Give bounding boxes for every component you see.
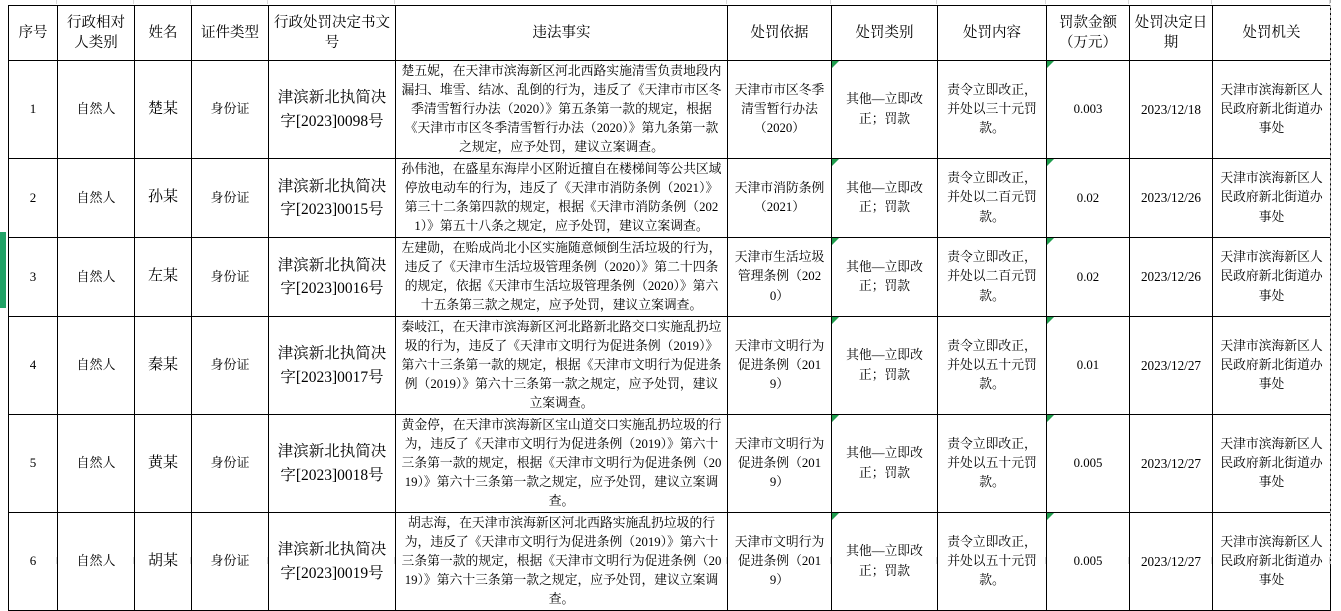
gridline-segment (831, 557, 937, 564)
cell-id_type[interactable]: 身份证 (192, 317, 269, 415)
cell-doc_no[interactable]: 津滨新北执简决字[2023]0017号 (269, 317, 396, 415)
cell-decision_date[interactable]: 2023/12/27 (1130, 415, 1213, 513)
header-row (9, 6, 1331, 61)
cell-category[interactable]: 自然人 (58, 238, 135, 317)
grid-sliver-bottom (8, 557, 1330, 564)
gridline-segment (1129, 0, 1212, 4)
col-header-facts[interactable]: 违法事实 (396, 6, 728, 61)
cell-facts[interactable]: 胡志海，在天津市滨海新区河北西路实施乱扔垃圾的行为，违反了《天津市文明行为促进条例（2019）》第六十三条第一款的规定，根据《天津市文明行为促进条例（2019）》第六十三条第一款之规定，应予处罚，建议立案调查。 (396, 513, 728, 611)
cell-penalty_type[interactable]: 其他—立即改正；罚款 (832, 415, 938, 513)
cell-authority[interactable]: 天津市滨海新区人民政府新北街道办事处 (1213, 61, 1331, 159)
cell-penalty_content[interactable]: 责令立即改正，并处以五十元罚款。 (938, 513, 1047, 611)
cell-facts[interactable]: 左建勋，在贻成尚北小区实施随意倾倒生活垃圾的行为，违反了《天津市生活垃圾管理条例（2020）》第二十四条的规定，依据《天津市生活垃圾管理条例（2020）》第六十五条第三款之规定，应予处罚，建议立案调查。 (396, 238, 728, 317)
cell-basis[interactable]: 天津市生活垃圾管理条例（2020） (728, 238, 832, 317)
cell-penalty_type[interactable]: 其他—立即改正；罚款 (832, 317, 938, 415)
col-header-penalty-content[interactable]: 处罚内容 (938, 6, 1047, 61)
cell-doc_no[interactable]: 津滨新北执简决字[2023]0015号 (269, 159, 396, 238)
gridline-segment (1212, 0, 1330, 4)
col-header-penalty-type[interactable]: 处罚类别 (832, 6, 938, 61)
cell-name[interactable]: 孙某 (135, 159, 192, 238)
col-header-seq[interactable]: 序号 (9, 6, 58, 61)
gridline-segment (268, 557, 395, 564)
cell-seq[interactable]: 2 (9, 159, 58, 238)
cell-seq[interactable]: 4 (9, 317, 58, 415)
cell-fine_amount[interactable]: 0.003 (1047, 61, 1130, 159)
cell-name[interactable]: 秦某 (135, 317, 192, 415)
cell-decision_date[interactable]: 2023/12/26 (1130, 238, 1213, 317)
col-header-decision-date[interactable]: 处罚决定日期 (1130, 6, 1213, 61)
cell-penalty_type[interactable]: 其他—立即改正；罚款 (832, 61, 938, 159)
cell-authority[interactable]: 天津市滨海新区人民政府新北街道办事处 (1213, 238, 1331, 317)
cell-fine_amount[interactable]: 0.01 (1047, 317, 1130, 415)
table-row (9, 317, 1331, 415)
grid-sliver-top (8, 0, 1330, 4)
cell-decision_date[interactable]: 2023/12/26 (1130, 159, 1213, 238)
cell-basis[interactable]: 天津市文明行为促进条例（2019） (728, 415, 832, 513)
col-header-doc-no[interactable]: 行政处罚决定书文号 (269, 6, 396, 61)
gridline-segment (727, 557, 831, 564)
table-row (9, 238, 1331, 317)
cell-fine_amount[interactable]: 0.02 (1047, 238, 1130, 317)
gridline-segment (831, 0, 937, 4)
cell-name[interactable]: 胡某 (135, 513, 192, 611)
page-break-dashed-line (1330, 0, 1331, 564)
cell-category[interactable]: 自然人 (58, 159, 135, 238)
table-row (9, 415, 1331, 513)
gridline-segment (134, 0, 191, 4)
cell-doc_no[interactable]: 津滨新北执简决字[2023]0019号 (269, 513, 396, 611)
gridline-segment (8, 0, 57, 4)
penalty-table (8, 5, 1331, 611)
gridline-segment (395, 0, 727, 4)
gridline-segment (191, 0, 268, 4)
cell-penalty_content[interactable]: 责令立即改正，并处以三十元罚款。 (938, 61, 1047, 159)
cell-facts[interactable]: 秦岐江，在天津市滨海新区河北路新北路交口实施乱扔垃圾的行为，违反了《天津市文明行为促进条例（2019）》第六十三条第一款的规定，根据《天津市文明行为促进条例（2019）》第六十三条第一款之规定，应予处罚，建议立案调查。 (396, 317, 728, 415)
cell-name[interactable]: 楚某 (135, 61, 192, 159)
cell-decision_date[interactable]: 2023/12/27 (1130, 513, 1213, 611)
cell-category[interactable]: 自然人 (58, 61, 135, 159)
cell-doc_no[interactable]: 津滨新北执简决字[2023]0018号 (269, 415, 396, 513)
gridline-segment (1046, 557, 1129, 564)
cell-seq[interactable]: 5 (9, 415, 58, 513)
gridline-segment (727, 0, 831, 4)
gridline-segment (1046, 0, 1129, 4)
cell-facts[interactable]: 楚五妮，在天津市滨海新区河北西路实施清雪负责地段内漏扫、堆雪、结冰、乱倒的行为，违反了《天津市市区冬季清雪暂行办法（2020）》第五条第一款的规定，根据《天津市市区冬季清雪暂行办法（2020）》第九条第一款之规定，应予处罚，建议立案调查。 (396, 61, 728, 159)
cell-basis[interactable]: 天津市文明行为促进条例（2019） (728, 317, 832, 415)
gridline-segment (57, 557, 134, 564)
cell-basis[interactable]: 天津市市区冬季清雪暂行办法（2020） (728, 61, 832, 159)
cell-penalty_content[interactable]: 责令立即改正，并处以五十元罚款。 (938, 415, 1047, 513)
cell-decision_date[interactable]: 2023/12/27 (1130, 317, 1213, 415)
cell-fine_amount[interactable]: 0.02 (1047, 159, 1130, 238)
cell-penalty_type[interactable]: 其他—立即改正；罚款 (832, 513, 938, 611)
cell-authority[interactable]: 天津市滨海新区人民政府新北街道办事处 (1213, 159, 1331, 238)
col-header-name[interactable]: 姓名 (135, 6, 192, 61)
gridline-segment (937, 557, 1046, 564)
gridline-segment (268, 0, 395, 4)
cell-facts[interactable]: 黄金停，在天津市滨海新区宝山道交口实施乱扔垃圾的行为，违反了《天津市文明行为促进条例（2019）》第六十三条第一款的规定，根据《天津市文明行为促进条例（2019）》第六十三条第一款之规定，应予处罚，建议立案调查。 (396, 415, 728, 513)
cell-authority[interactable]: 天津市滨海新区人民政府新北街道办事处 (1213, 513, 1331, 611)
cell-basis[interactable]: 天津市消防条例（2021） (728, 159, 832, 238)
cell-category[interactable]: 自然人 (58, 415, 135, 513)
gridline-segment (57, 0, 134, 4)
gridline-segment (1129, 557, 1212, 564)
selected-row-indicator (0, 232, 6, 308)
cell-penalty_content[interactable]: 责令立即改正，并处以五十元罚款。 (938, 317, 1047, 415)
cell-fine_amount[interactable]: 0.005 (1047, 415, 1130, 513)
cell-name[interactable]: 黄某 (135, 415, 192, 513)
col-header-category[interactable]: 行政相对人类别 (58, 6, 135, 61)
cell-doc_no[interactable]: 津滨新北执简决字[2023]0098号 (269, 61, 396, 159)
gridline-segment (395, 557, 727, 564)
cell-doc_no[interactable]: 津滨新北执简决字[2023]0016号 (269, 238, 396, 317)
cell-decision_date[interactable]: 2023/12/18 (1130, 61, 1213, 159)
col-header-authority[interactable]: 处罚机关 (1213, 6, 1331, 61)
cell-penalty_content[interactable]: 责令立即改正，并处以二百元罚款。 (938, 238, 1047, 317)
cell-id_type[interactable]: 身份证 (192, 61, 269, 159)
cell-name[interactable]: 左某 (135, 238, 192, 317)
table-row (9, 61, 1331, 159)
gridline-segment (937, 0, 1046, 4)
gridline-segment (1212, 557, 1330, 564)
cell-category[interactable]: 自然人 (58, 513, 135, 611)
cell-id_type[interactable]: 身份证 (192, 238, 269, 317)
gridline-segment (8, 557, 57, 564)
gridline-segment (191, 557, 268, 564)
col-header-basis[interactable]: 处罚依据 (728, 6, 832, 61)
cell-penalty_type[interactable]: 其他—立即改正；罚款 (832, 159, 938, 238)
cell-penalty_content[interactable]: 责令立即改正，并处以二百元罚款。 (938, 159, 1047, 238)
cell-id_type[interactable]: 身份证 (192, 415, 269, 513)
cell-seq[interactable]: 1 (9, 61, 58, 159)
cell-basis[interactable]: 天津市文明行为促进条例（2019） (728, 513, 832, 611)
table-row (9, 159, 1331, 238)
cell-authority[interactable]: 天津市滨海新区人民政府新北街道办事处 (1213, 317, 1331, 415)
cell-fine_amount[interactable]: 0.005 (1047, 513, 1130, 611)
cell-category[interactable]: 自然人 (58, 317, 135, 415)
cell-id_type[interactable]: 身份证 (192, 159, 269, 238)
cell-seq[interactable]: 3 (9, 238, 58, 317)
cell-authority[interactable]: 天津市滨海新区人民政府新北街道办事处 (1213, 415, 1331, 513)
gridline-segment (134, 557, 191, 564)
cell-seq[interactable]: 6 (9, 513, 58, 611)
cell-id_type[interactable]: 身份证 (192, 513, 269, 611)
cell-penalty_type[interactable]: 其他—立即改正；罚款 (832, 238, 938, 317)
cell-facts[interactable]: 孙伟池，在盛星东海岸小区附近擅自在楼梯间等公共区域停放电动车的行为，违反了《天津市消防条例（2021）》第三十二条第四款的规定，根据《天津市消防条例（2021）》第五十八条之规定，应予处罚，建议立案调查。 (396, 159, 728, 238)
col-header-id-type[interactable]: 证件类型 (192, 6, 269, 61)
col-header-fine-amount[interactable]: 罚款金额（万元） (1047, 6, 1130, 61)
